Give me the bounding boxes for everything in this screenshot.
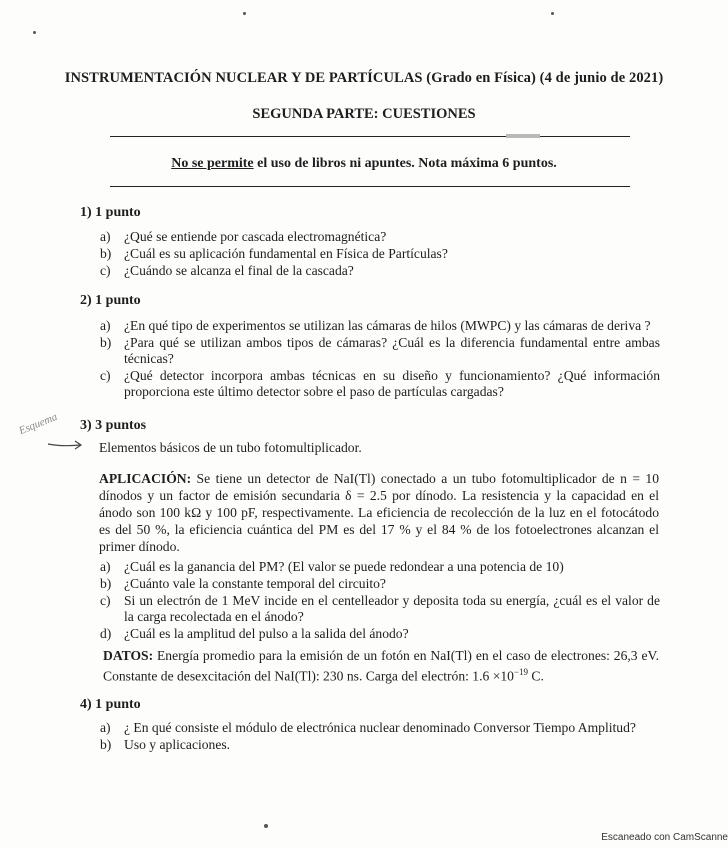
item-label: c) (100, 593, 111, 608)
question-1-heading: 1) 1 punto (80, 205, 141, 220)
item-text: ¿Cuál es la ganancia del PM? (El valor se puede redondear a una potencia de 10) (124, 559, 564, 574)
question-2-item-c (100, 368, 660, 400)
item-label: b) (100, 246, 112, 261)
exam-notice (0, 156, 728, 172)
application-text: Se tiene un detector de NaI(Tl) conectado a un tubo fotomultiplicador de n = 10 dínodos y un factor de emisión secundaria δ = 2.5 por dínodo. La resistencia y la capacidad en el ánodo son 100 kΩ y 100 pF, respectivamente. La eficiencia de recolección de la luz en el fotocátodo es del 50 %, la eficiencia cuántica del PM es del 17 % y el 84 % de los fotoelectrones alcanzan el primer dínodo. (99, 471, 659, 554)
scanner-watermark: Escaneado con CamScanne (601, 832, 728, 843)
item-text: ¿Para qué se utilizan ambos tipos de cámaras? ¿Cuál es la diferencia fundamental entre ambas técnicas? (124, 335, 660, 366)
notice-rest: el uso de libros ni apuntes. Nota máxima 6 puntos. (253, 156, 557, 171)
data-unit: C. (528, 668, 544, 684)
question-3-heading: 3) 3 puntos (80, 418, 147, 433)
divider-bottom (110, 186, 630, 187)
item-text: Si un electrón de 1 MeV incide en el centelleador y deposita toda su energía, ¿cuál es el valor de la carga recolectada en el ánodo? (124, 593, 660, 624)
item-text: ¿Qué se entiende por cascada electromagnética? (124, 229, 387, 244)
item-label: d) (100, 626, 112, 641)
data-label: DATOS: (103, 648, 154, 663)
item-text: ¿Cuánto vale la constante temporal del circuito? (124, 576, 386, 591)
item-text: ¿Cuál es la amplitud del pulso a la salida del ánodo? (124, 626, 409, 641)
question-1-item-a (100, 229, 660, 245)
data-exponent: −19 (513, 667, 529, 677)
item-label: a) (100, 229, 111, 244)
question-4-item-a (100, 720, 660, 736)
question-3-item-b (100, 576, 660, 592)
item-label: b) (100, 576, 112, 591)
item-text: ¿ En qué consiste el módulo de electrónica nuclear denominado Conversor Tiempo Amplitud? (124, 720, 636, 735)
question-1-item-c (100, 263, 660, 279)
question-3-intro: Elementos básicos de un tubo fotomultiplicador. (99, 440, 362, 455)
question-1-item-b (100, 246, 660, 262)
notice-underlined: No se permite (171, 156, 254, 171)
question-3-item-d (100, 626, 660, 642)
exam-title: INSTRUMENTACIÓN NUCLEAR Y DE PARTÍCULAS (Grado en Física) (4 de junio de 2021) (64, 70, 664, 86)
item-text: ¿Qué detector incorpora ambas técnicas en su diseño y funcionamiento? ¿Qué información proporciona este último detector sobre el paso de partículas cargadas? (124, 368, 660, 399)
exam-subtitle: SEGUNDA PARTE: CUESTIONES (252, 106, 476, 122)
item-label: a) (100, 720, 111, 735)
question-2-item-b (100, 335, 660, 367)
item-text: ¿En qué tipo de experimentos se utilizan las cámaras de hilos (MWPC) y las cámaras de deriva ? (124, 318, 651, 333)
item-label: c) (100, 368, 111, 383)
question-2-item-a (100, 318, 660, 334)
question-4-heading: 4) 1 punto (80, 697, 141, 712)
item-text: Uso y aplicaciones. (124, 737, 231, 752)
question-3-data (103, 647, 659, 685)
speck (33, 31, 36, 34)
speck (243, 12, 246, 15)
item-label: a) (100, 559, 111, 574)
question-3-item-a (100, 559, 660, 575)
application-label: APLICACIÓN: (99, 471, 192, 486)
question-3-application (99, 470, 659, 555)
divider-mark (506, 134, 540, 138)
speck (264, 824, 268, 828)
item-text: ¿Cuál es su aplicación fundamental en Física de Partículas? (124, 246, 448, 261)
handwritten-margin-note: Esquema (17, 410, 60, 438)
question-3-item-c (100, 593, 660, 625)
handwritten-arrow-icon (46, 436, 86, 452)
speck (551, 12, 554, 15)
item-label: b) (100, 335, 112, 350)
item-label: b) (100, 737, 112, 752)
item-text: ¿Cuándo se alcanza el final de la cascada? (124, 263, 354, 278)
item-label: c) (100, 263, 111, 278)
question-4-item-b (100, 737, 660, 753)
question-2-heading: 2) 1 punto (80, 293, 141, 308)
data-text: Energía promedio para la emisión de un fotón en NaI(Tl) en el caso de electrones: 26,3 eV. Constante de desexcitación del NaI(Tl): 230 ns. Carga del electrón: 1.6 ×10 (103, 648, 659, 684)
item-label: a) (100, 318, 111, 333)
divider-top (110, 136, 630, 137)
